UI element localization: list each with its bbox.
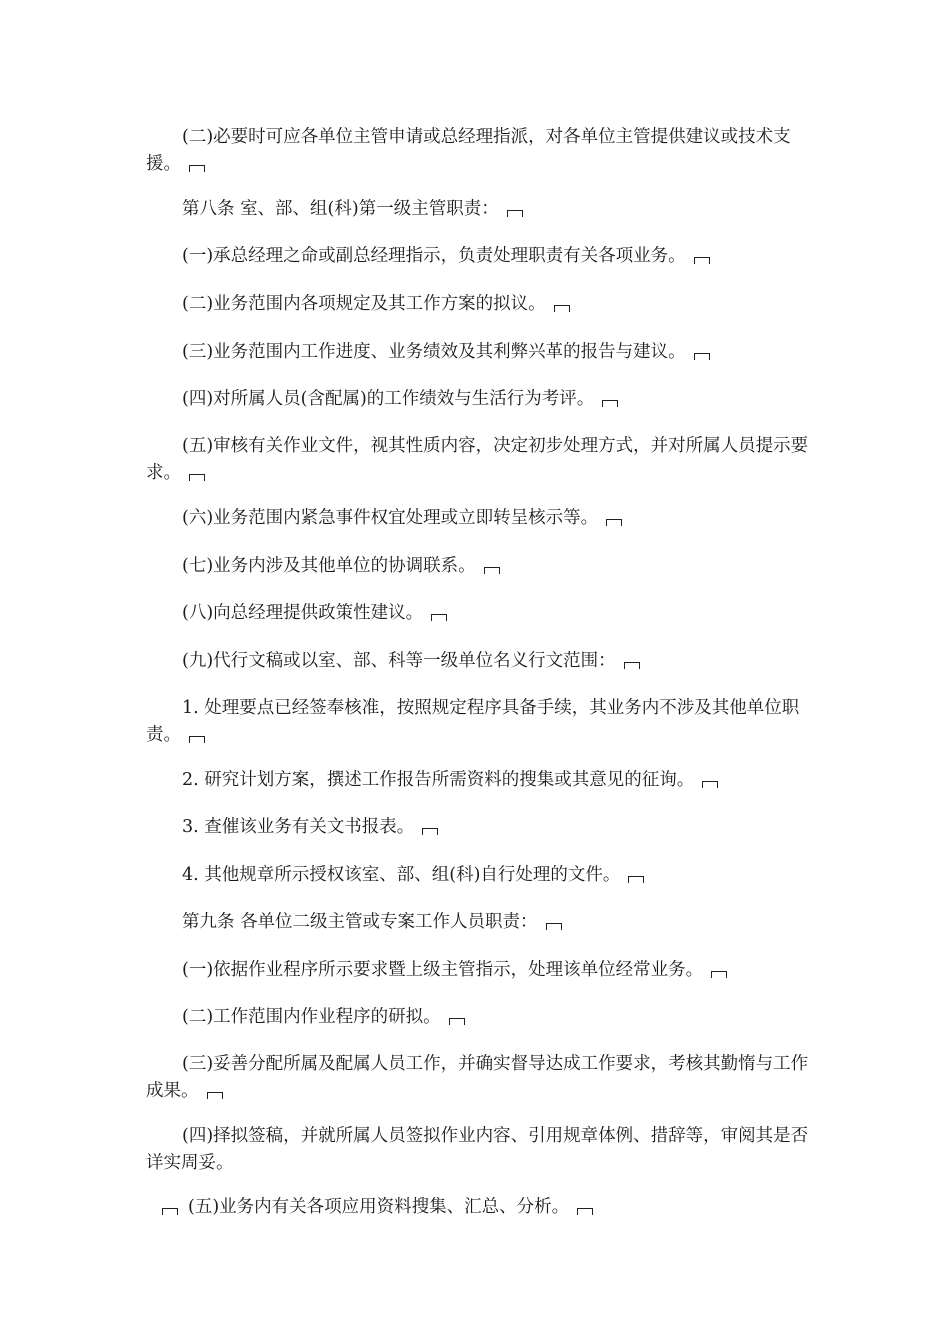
paragraph-mark-icon bbox=[694, 257, 710, 264]
paragraph-12: 1. 处理要点已经签奉核准，按照规定程序具备手续，其业务内不涉及其他单位职责。 bbox=[146, 698, 800, 745]
paragraph-mark-icon bbox=[449, 1018, 465, 1025]
paragraph-15: 4. 其他规章所示授权该室、部、组(科)自行处理的文件。 bbox=[146, 862, 816, 889]
paragraph-mark-icon bbox=[484, 567, 500, 574]
paragraph-1: (二)必要时可应各单位主管申请或总经理指派，对各单位主管提供建议或技术支援。 bbox=[146, 127, 791, 174]
paragraph-6: (四)对所属人员(含配属)的工作绩效与生活行为考评。 bbox=[146, 386, 816, 413]
paragraph-mark-icon bbox=[507, 210, 523, 217]
paragraph-mark-icon bbox=[431, 614, 447, 621]
article-9-heading: 第九条 各单位二级主管或专案工作人员职责： bbox=[146, 909, 816, 936]
paragraph-3: (一)承总经理之命或副总经理指示，负责处理职责有关各项业务。 bbox=[146, 243, 816, 270]
paragraph-9: (七)业务内涉及其他单位的协调联系。 bbox=[146, 553, 816, 580]
paragraph-mark-icon bbox=[602, 400, 618, 407]
paragraph-8: (六)业务范围内紧急事件权宜处理或立即转呈核示等。 bbox=[146, 505, 816, 532]
paragraph-13: 2. 研究计划方案，撰述工作报告所需资料的搜集或其意见的征询。 bbox=[146, 767, 816, 794]
paragraph-mark-icon bbox=[628, 876, 644, 883]
paragraph-mark-icon bbox=[554, 305, 570, 312]
paragraph-mark-icon bbox=[624, 662, 640, 669]
paragraph-mark-icon bbox=[711, 971, 727, 978]
paragraph-19: (三)妥善分配所属及配属人员工作，并确实督导达成工作要求，考核其勤惰与工作成果。 bbox=[146, 1054, 809, 1101]
paragraph-mark-icon bbox=[189, 165, 205, 172]
paragraph-10: (八)向总经理提供政策性建议。 bbox=[146, 600, 816, 627]
paragraph-21: (五)业务内有关各项应用资料搜集、汇总、分析。 bbox=[162, 1194, 832, 1221]
paragraph-17: (一)依据作业程序所示要求暨上级主管指示，处理该单位经常业务。 bbox=[146, 957, 816, 984]
paragraph-mark-icon bbox=[162, 1208, 178, 1215]
paragraph-mark-icon bbox=[546, 923, 562, 930]
paragraph-5: (三)业务范围内工作进度、业务绩效及其利弊兴革的报告与建议。 bbox=[146, 339, 816, 366]
paragraph-11: (九)代行文稿或以室、部、科等一级单位名义行文范围： bbox=[146, 648, 816, 675]
paragraph-mark-icon bbox=[189, 474, 205, 481]
paragraph-mark-icon bbox=[207, 1092, 223, 1099]
paragraph-mark-icon bbox=[189, 736, 205, 743]
paragraph-4: (二)业务范围内各项规定及其工作方案的拟议。 bbox=[146, 291, 816, 318]
paragraph-20: (四)择拟签稿，并就所属人员签拟作业内容、引用规章体例、措辞等，审阅其是否详实周妥。 bbox=[146, 1126, 809, 1173]
paragraph-mark-icon bbox=[606, 519, 622, 526]
paragraph-mark-icon bbox=[694, 353, 710, 360]
article-8-heading: 第八条 室、部、组(科)第一级主管职责： bbox=[146, 196, 816, 223]
paragraph-mark-icon bbox=[422, 828, 438, 835]
paragraph-18: (二)工作范围内作业程序的研拟。 bbox=[146, 1004, 816, 1031]
paragraph-mark-icon bbox=[577, 1208, 593, 1215]
paragraph-mark-icon bbox=[702, 781, 718, 788]
paragraph-14: 3. 查催该业务有关文书报表。 bbox=[146, 814, 816, 841]
paragraph-7: (五)审核有关作业文件，视其性质内容，决定初步处理方式，并对所属人员提示要求。 bbox=[146, 436, 809, 483]
